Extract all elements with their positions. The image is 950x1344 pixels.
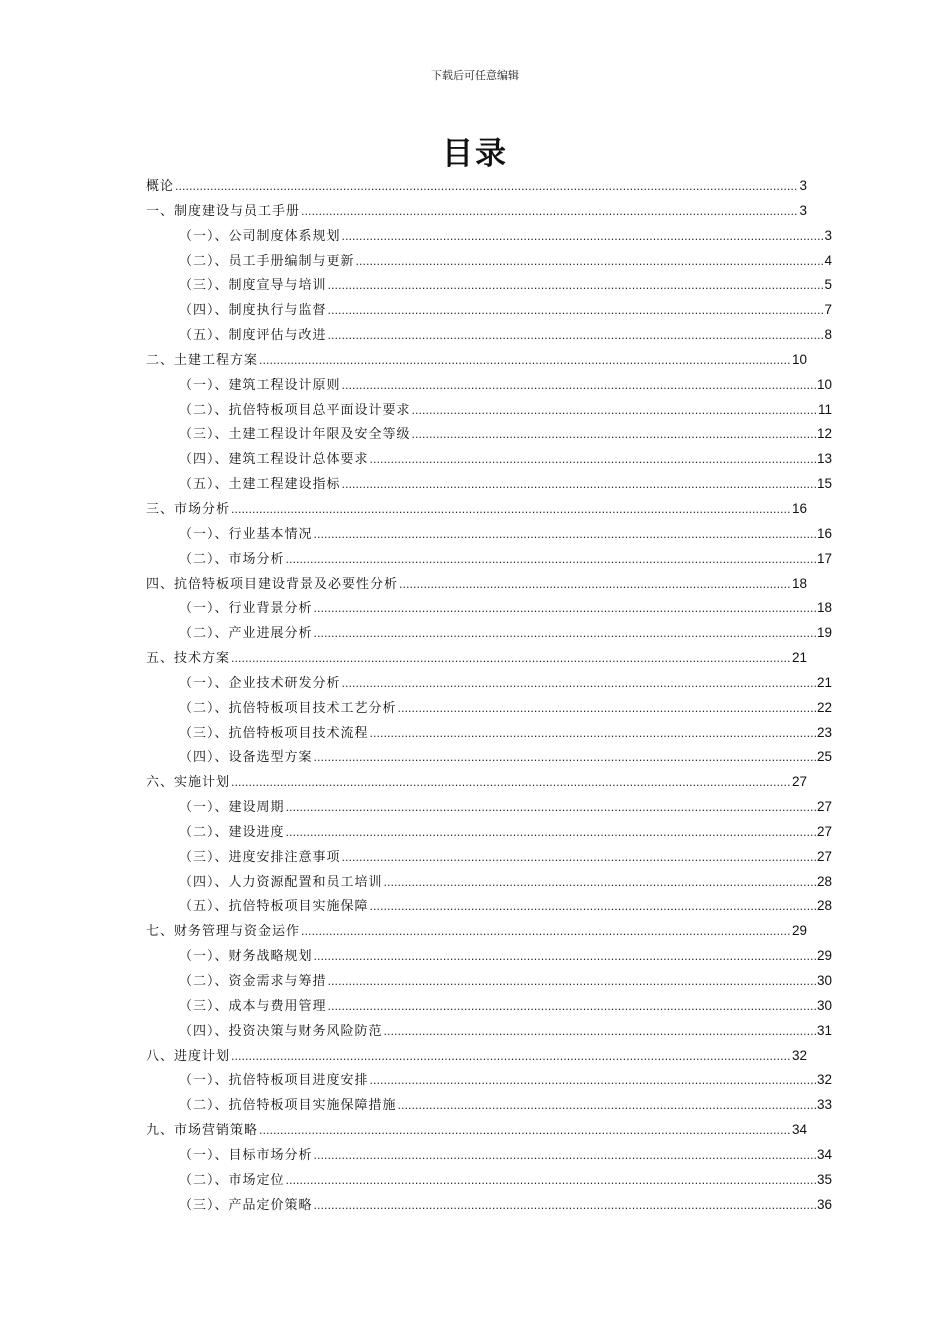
toc-entry-title: （一）、行业背景分析 xyxy=(179,601,313,617)
toc-entry[interactable] xyxy=(146,249,832,274)
toc-dot-leader xyxy=(286,548,816,573)
toc-entry[interactable] xyxy=(146,894,832,919)
toc-entry[interactable] xyxy=(146,1168,832,1193)
toc-entry-page-number: 18 xyxy=(816,600,832,616)
toc-entry-title: （二）、产业进展分析 xyxy=(179,626,313,642)
toc-entry-page-number: 12 xyxy=(816,426,832,442)
toc-entry-page-number: 25 xyxy=(816,749,832,765)
toc-dot-leader xyxy=(398,697,816,722)
toc-dot-leader xyxy=(259,1119,791,1144)
toc-dot-leader xyxy=(231,1045,791,1070)
toc-entry[interactable] xyxy=(146,472,832,497)
toc-entry-page-number: 4 xyxy=(824,252,832,268)
toc-entry-title: （一）、建筑工程设计原则 xyxy=(179,377,341,393)
toc-entry-title: （一）、目标市场分析 xyxy=(179,1147,313,1163)
toc-entry-title: （三）、制度宣导与培训 xyxy=(179,278,327,294)
toc-entry[interactable] xyxy=(146,447,832,472)
toc-dot-leader xyxy=(231,647,791,672)
toc-entry-page-number: 18 xyxy=(791,575,807,591)
toc-entry-title: （二）、抗倍特板项目实施保障措施 xyxy=(179,1098,397,1114)
toc-dot-leader xyxy=(314,1194,816,1219)
toc-entry[interactable] xyxy=(146,944,832,969)
toc-dot-leader xyxy=(286,821,816,846)
toc-entry-page-number: 22 xyxy=(816,699,832,715)
toc-dot-leader xyxy=(286,796,816,821)
toc-entry[interactable] xyxy=(146,621,832,646)
toc-dot-leader xyxy=(231,498,791,523)
toc-entry-title: （五）、土建工程建设指标 xyxy=(179,477,341,493)
toc-entry-title: （四）、制度执行与监督 xyxy=(179,303,327,319)
toc-dot-leader xyxy=(328,995,816,1020)
toc-entry-title: 概论 xyxy=(146,179,175,194)
toc-entry[interactable] xyxy=(146,1044,807,1069)
toc-dot-leader xyxy=(175,175,798,200)
toc-entry[interactable] xyxy=(146,845,832,870)
toc-entry-title: 九、市场营销策略 xyxy=(146,1123,259,1139)
toc-entry[interactable] xyxy=(146,1118,807,1143)
toc-dot-leader xyxy=(370,895,816,920)
toc-entry-page-number: 34 xyxy=(791,1122,807,1138)
toc-entry-title: （一）、行业基本情况 xyxy=(179,526,313,542)
toc-entry[interactable] xyxy=(146,820,832,845)
toc-entry-page-number: 30 xyxy=(816,997,832,1013)
toc-entry-page-number: 16 xyxy=(816,525,832,541)
toc-dot-leader xyxy=(342,672,816,697)
toc-dot-leader xyxy=(314,597,816,622)
toc-entry-page-number: 32 xyxy=(816,1072,832,1088)
toc-entry[interactable] xyxy=(146,1019,832,1044)
toc-entry-page-number: 29 xyxy=(791,923,807,939)
toc-entry-title: （二）、市场分析 xyxy=(179,551,285,567)
toc-dot-leader xyxy=(328,324,824,349)
toc-entry-page-number: 28 xyxy=(816,898,832,914)
toc-dot-leader xyxy=(412,399,817,424)
toc-dot-leader xyxy=(314,1144,816,1169)
toc-entry-page-number: 13 xyxy=(816,451,832,467)
toc-entry-title: （一）、建设周期 xyxy=(179,800,285,816)
toc-entry-title: （二）、抗倍特板项目总平面设计要求 xyxy=(179,402,411,418)
toc-entry[interactable] xyxy=(146,745,832,770)
toc-entry[interactable] xyxy=(146,1193,832,1218)
toc-dot-leader xyxy=(301,920,791,945)
toc-entry[interactable] xyxy=(146,1143,832,1168)
toc-entry-title: （一）、财务战略规划 xyxy=(179,949,313,965)
toc-entry-page-number: 10 xyxy=(791,351,807,367)
toc-entry-title: （三）、成本与费用管理 xyxy=(179,998,327,1014)
toc-entry-page-number: 21 xyxy=(816,674,832,690)
toc-entry-title: 三、市场分析 xyxy=(146,501,231,517)
toc-entry-page-number: 11 xyxy=(817,401,832,417)
toc-entry-page-number: 3 xyxy=(824,227,832,243)
toc-entry[interactable] xyxy=(146,547,832,572)
toc-dot-leader xyxy=(342,374,816,399)
toc-dot-leader xyxy=(328,970,816,995)
toc-dot-leader xyxy=(370,722,816,747)
toc-entry-title: 四、抗倍特板项目建设背景及必要性分析 xyxy=(146,576,399,592)
toc-entry[interactable] xyxy=(146,646,807,671)
toc-entry-page-number: 36 xyxy=(816,1196,832,1212)
toc-entry[interactable] xyxy=(146,671,832,696)
toc-entry-title: （三）、土建工程设计年限及安全等级 xyxy=(179,427,411,443)
toc-dot-leader xyxy=(342,473,816,498)
toc-entry[interactable] xyxy=(146,497,807,522)
toc-dot-leader xyxy=(370,1069,816,1094)
toc-entry-title: （一）、企业技术研发分析 xyxy=(179,675,341,691)
toc-entry-page-number: 10 xyxy=(816,376,832,392)
toc-dot-leader xyxy=(314,622,816,647)
header-note: 下载后可任意编辑 xyxy=(431,69,519,82)
toc-entry-title: （二）、市场定位 xyxy=(179,1172,285,1188)
toc-entry-title: 七、财务管理与资金运作 xyxy=(146,924,301,940)
toc-entry-title: （三）、抗倍特板项目技术流程 xyxy=(179,725,369,741)
toc-entry-page-number: 35 xyxy=(816,1171,832,1187)
toc-entry[interactable] xyxy=(146,770,807,795)
toc-dot-leader xyxy=(384,1020,816,1045)
toc-entry-page-number: 27 xyxy=(816,823,832,839)
toc-entry[interactable] xyxy=(146,348,807,373)
toc-entry-page-number: 34 xyxy=(816,1146,832,1162)
toc-entry[interactable] xyxy=(146,572,807,597)
toc-dot-leader xyxy=(314,746,816,771)
toc-entry-title: （二）、员工手册编制与更新 xyxy=(179,253,355,269)
toc-dot-leader xyxy=(314,523,816,548)
toc-entry[interactable] xyxy=(146,596,832,621)
toc-dot-leader xyxy=(356,250,824,275)
toc-entry[interactable] xyxy=(146,323,832,348)
toc-entry[interactable] xyxy=(146,969,832,994)
toc-entry-page-number: 17 xyxy=(816,550,832,566)
toc-entry[interactable] xyxy=(146,1093,832,1118)
toc-entry-page-number: 23 xyxy=(816,724,832,740)
toc-entry-page-number: 29 xyxy=(816,948,832,964)
toc-entry-title: （三）、产品定价策略 xyxy=(179,1197,313,1213)
toc-entry-title: 二、土建工程方案 xyxy=(146,352,259,368)
toc-entry[interactable] xyxy=(146,298,832,323)
toc-entry-title: （四）、建筑工程设计总体要求 xyxy=(179,452,369,468)
toc-entry[interactable] xyxy=(146,199,807,224)
toc-entry-page-number: 28 xyxy=(816,873,832,889)
toc-entry-page-number: 31 xyxy=(816,1022,832,1038)
toc-entry-title: （一）、抗倍特板项目进度安排 xyxy=(179,1073,369,1089)
toc-entry-title: 八、进度计划 xyxy=(146,1048,231,1064)
toc-entry-title: 一、制度建设与员工手册 xyxy=(146,203,301,219)
toc-entry-page-number: 3 xyxy=(799,202,807,218)
toc-entry-title: （三）、进度安排注意事项 xyxy=(179,849,341,865)
toc-dot-leader xyxy=(314,945,816,970)
toc-entry[interactable] xyxy=(146,174,807,199)
toc-entry[interactable] xyxy=(146,224,832,249)
toc-entry[interactable] xyxy=(146,696,832,721)
toc-entry-page-number: 27 xyxy=(816,799,832,815)
toc-entry-title: （五）、抗倍特板项目实施保障 xyxy=(179,899,369,915)
toc-entry-title: （二）、资金需求与筹措 xyxy=(179,974,327,989)
toc-title: 目录 xyxy=(442,136,508,172)
toc-entry[interactable] xyxy=(146,273,832,298)
toc-entry-page-number: 30 xyxy=(816,973,832,988)
toc-dot-leader xyxy=(398,1094,816,1119)
toc-entry-title: （四）、设备选型方案 xyxy=(179,750,313,766)
toc-entry-page-number: 3 xyxy=(799,178,807,193)
toc-dot-leader xyxy=(370,448,816,473)
toc-entry-title: （二）、抗倍特板项目技术工艺分析 xyxy=(179,700,397,716)
toc-entry[interactable] xyxy=(146,721,832,746)
toc-dot-leader xyxy=(259,349,791,374)
toc-dot-leader xyxy=(412,423,816,448)
toc-dot-leader xyxy=(399,573,791,598)
toc-entry[interactable] xyxy=(146,522,832,547)
toc-entry-page-number: 32 xyxy=(791,1047,807,1063)
toc-dot-leader xyxy=(301,200,798,225)
toc-entry-page-number: 7 xyxy=(824,302,832,318)
toc-dot-leader xyxy=(286,1169,816,1194)
toc-entry-page-number: 5 xyxy=(824,277,832,293)
toc-entry-title: 六、实施计划 xyxy=(146,775,231,791)
toc-entry-title: （二）、建设进度 xyxy=(179,824,285,840)
toc-entry[interactable] xyxy=(146,870,832,895)
toc-entry[interactable] xyxy=(146,373,832,398)
toc-dot-leader xyxy=(328,274,824,299)
toc-entry[interactable] xyxy=(146,919,807,944)
toc-entry[interactable] xyxy=(146,1068,832,1093)
toc-entry-page-number: 27 xyxy=(816,848,832,864)
table-of-contents xyxy=(146,174,832,1217)
toc-entry[interactable] xyxy=(146,422,832,447)
toc-entry[interactable] xyxy=(146,994,832,1019)
toc-entry-page-number: 16 xyxy=(791,500,807,516)
toc-entry-page-number: 15 xyxy=(816,476,832,492)
toc-dot-leader xyxy=(342,846,816,871)
toc-entry-page-number: 33 xyxy=(816,1097,832,1113)
toc-entry-title: （四）、人力资源配置和员工培训 xyxy=(179,874,383,890)
toc-entry-page-number: 21 xyxy=(791,650,807,666)
toc-entry[interactable] xyxy=(146,398,832,423)
toc-entry-title: （五）、制度评估与改进 xyxy=(179,328,327,344)
toc-entry-title: （四）、投资决策与财务风险防范 xyxy=(179,1023,383,1039)
toc-dot-leader xyxy=(384,871,816,896)
toc-dot-leader xyxy=(342,225,824,250)
toc-entry[interactable] xyxy=(146,795,832,820)
toc-dot-leader xyxy=(328,299,824,324)
toc-entry-title: 五、技术方案 xyxy=(146,651,231,667)
toc-entry-page-number: 19 xyxy=(816,625,832,641)
toc-entry-page-number: 8 xyxy=(824,327,832,343)
toc-entry-page-number: 27 xyxy=(791,774,807,790)
toc-dot-leader xyxy=(231,771,791,796)
toc-entry-title: （一）、公司制度体系规划 xyxy=(179,228,341,244)
